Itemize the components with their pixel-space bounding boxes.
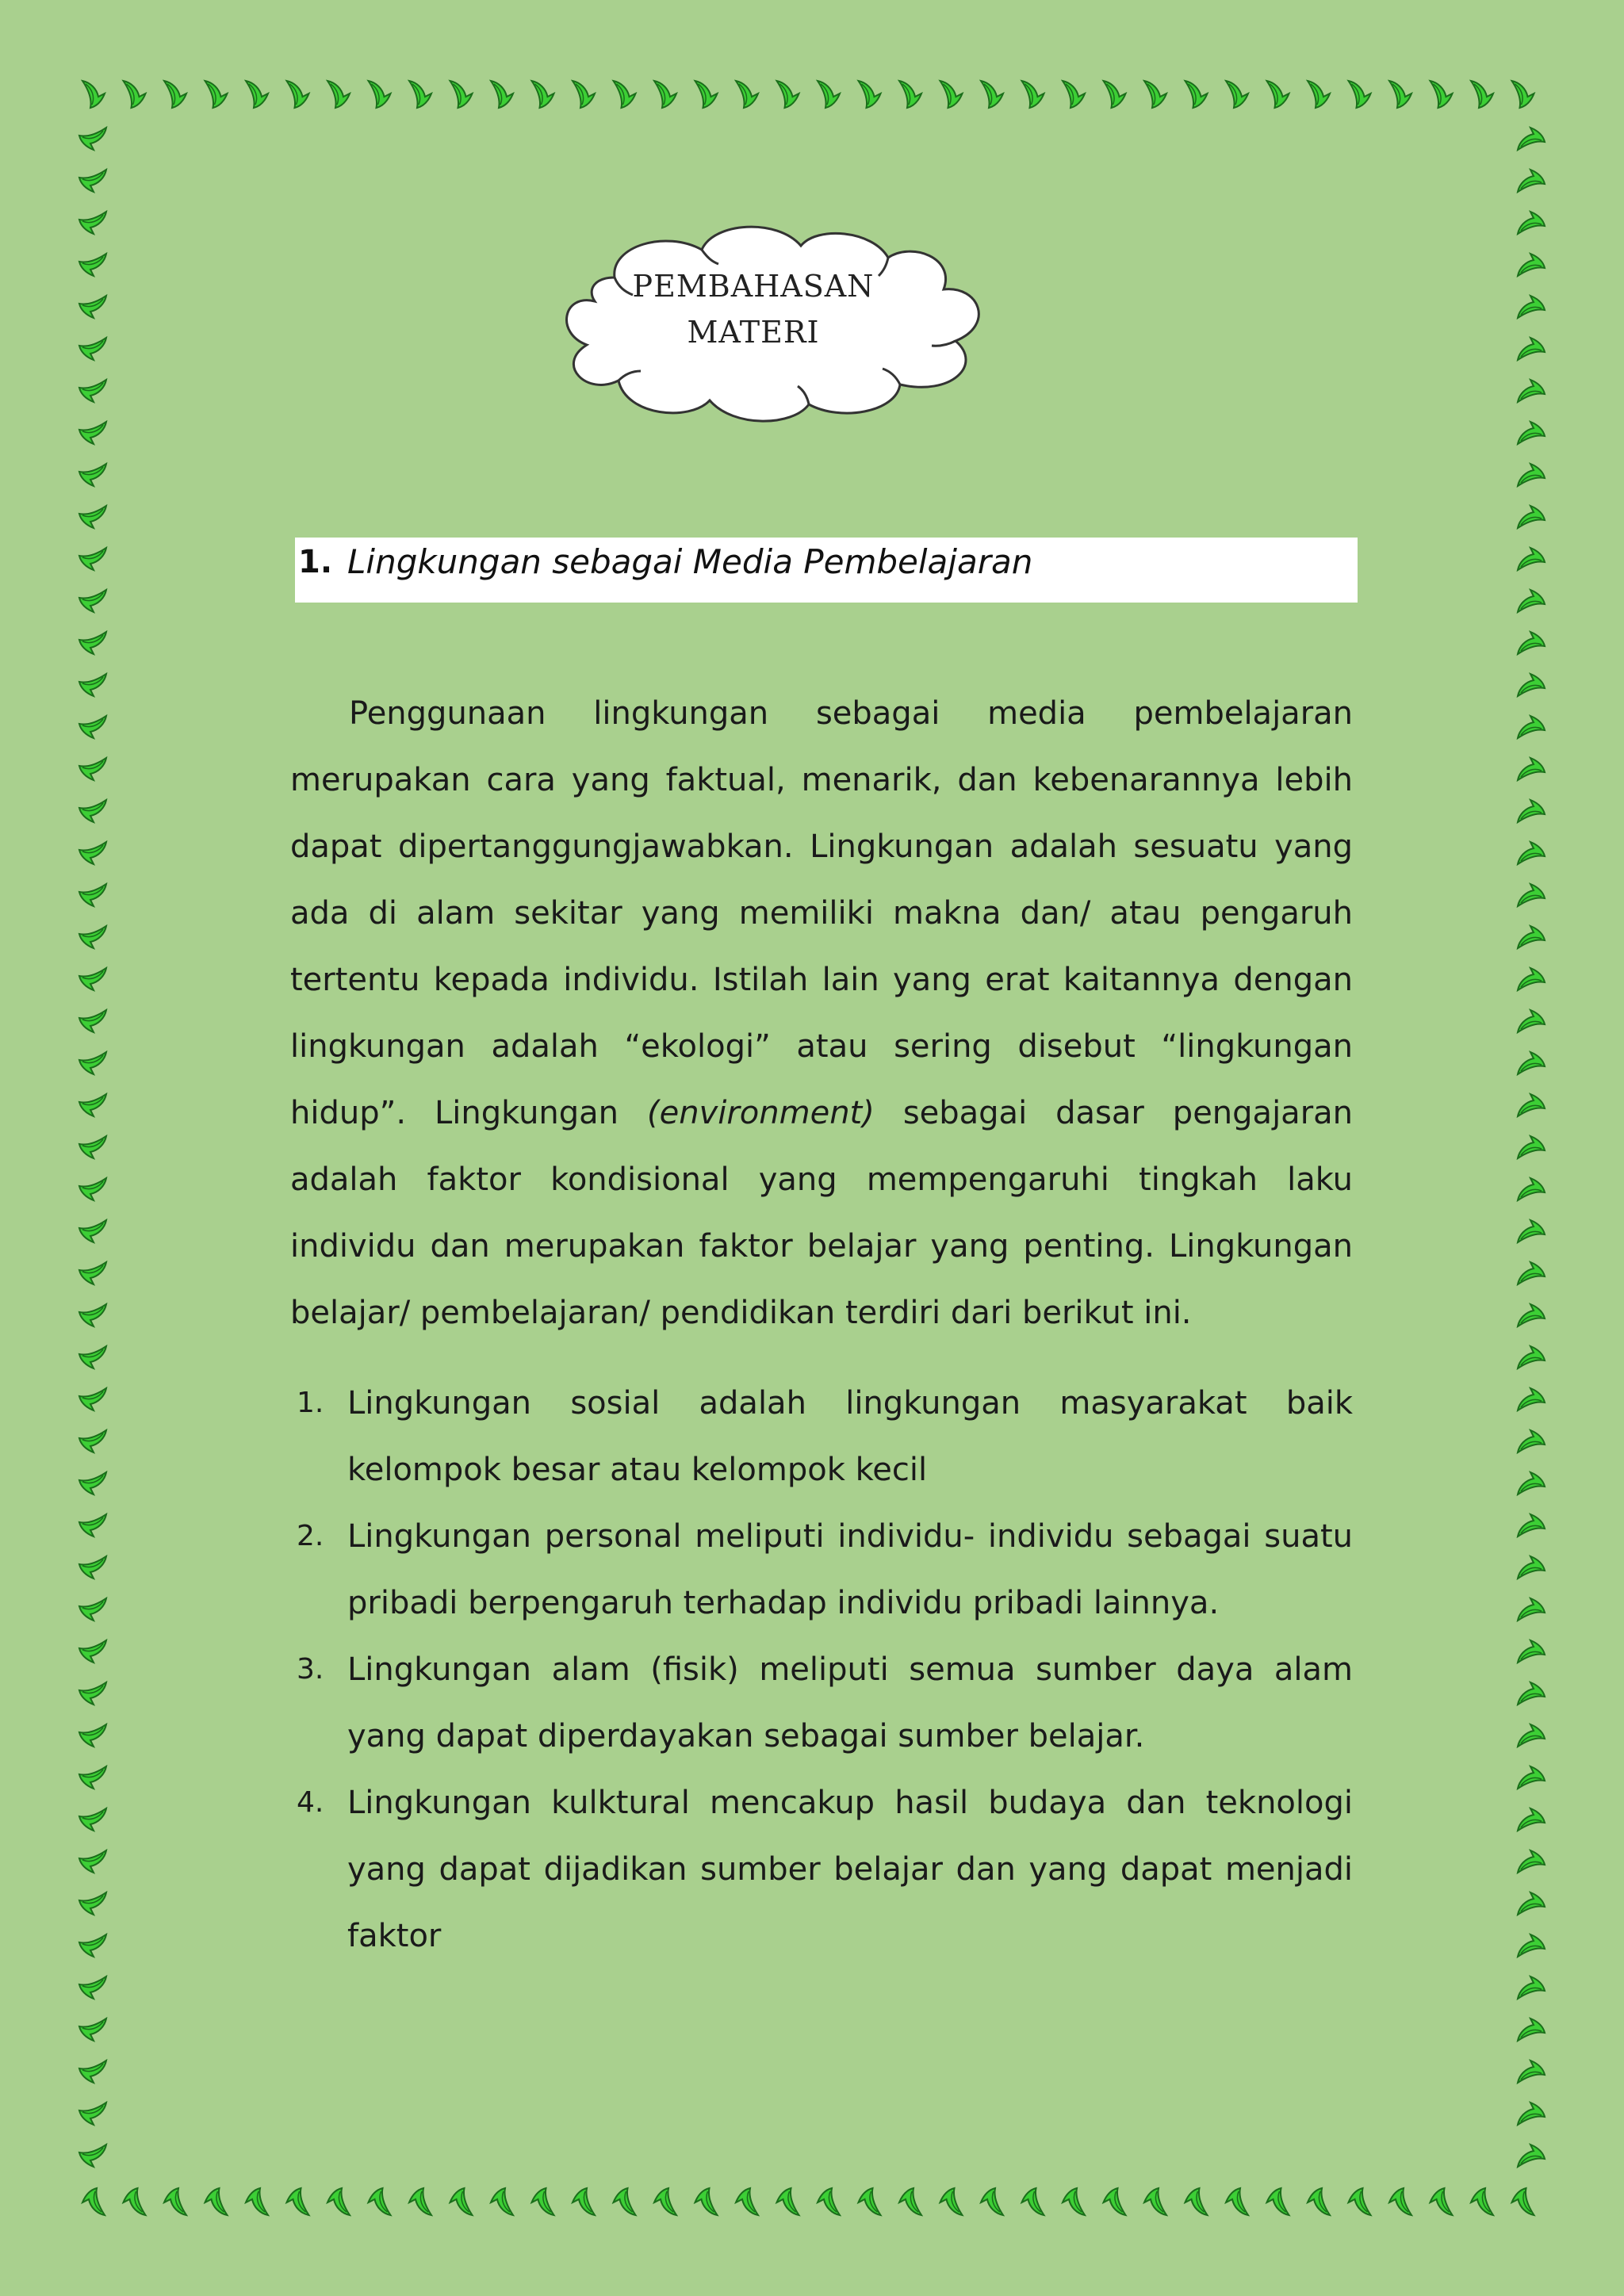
leaf-icon: [1512, 2188, 1534, 2215]
leaf-icon: [409, 2188, 431, 2215]
leaf-icon: [1518, 716, 1545, 738]
leaf-icon: [327, 2188, 350, 2215]
leaf-icon: [79, 968, 106, 990]
leaf-icon: [1185, 81, 1208, 108]
leaf-icon: [695, 81, 718, 108]
leaf-icon: [205, 2188, 228, 2215]
leaf-icon: [1431, 2188, 1453, 2215]
leaf-icon: [246, 2188, 268, 2215]
leaf-icon: [79, 1472, 106, 1494]
leaf-icon: [79, 296, 106, 318]
leaf-icon: [1226, 81, 1248, 108]
leaf-icon: [205, 81, 228, 108]
leaf-icon: [79, 1178, 106, 1200]
leaf-icon: [1518, 1598, 1545, 1621]
leaf-icon: [79, 506, 106, 528]
page-title-line2: MATERI: [687, 315, 820, 350]
leaf-icon: [1349, 81, 1371, 108]
leaf-icon: [1185, 2188, 1208, 2215]
leaf-icon: [79, 1556, 106, 1578]
leaf-icon: [1518, 1892, 1545, 1915]
leaf-icon: [79, 590, 106, 612]
leaf-icon: [899, 2188, 921, 2215]
leaf-icon: [1518, 1934, 1545, 1957]
page-title: [626, 263, 880, 355]
leaf-icon: [79, 2019, 106, 2041]
leaf-icon: [1518, 1766, 1545, 1789]
leaf-icon: [79, 632, 106, 654]
leaf-icon: [1518, 674, 1545, 696]
leaf-icon: [614, 2188, 636, 2215]
leaf-icon: [1518, 1346, 1545, 1368]
leaf-icon: [777, 2188, 799, 2215]
leaf-icon: [79, 212, 106, 234]
leaf-icon: [327, 81, 350, 108]
list-item-text: Lingkungan sosial adalah lingkungan masyarakat baik kelompok besar atau kelompok kecil: [347, 1385, 1353, 1488]
leaf-icon: [79, 758, 106, 780]
leaf-icon: [1471, 2188, 1493, 2215]
leaf-icon: [491, 2188, 513, 2215]
leaf-icon: [736, 2188, 758, 2215]
leaf-icon: [1518, 590, 1545, 612]
leaf-icon: [940, 2188, 963, 2215]
leaf-icon: [491, 81, 513, 108]
list-item-text: Lingkungan alam (fisik) meliputi semua sumber daya alam yang dapat diperdayakan sebagai sumber belajar.: [347, 1651, 1353, 1755]
leaf-icon: [1518, 464, 1545, 486]
leaf-icon: [1144, 81, 1166, 108]
leaf-icon: [1518, 422, 1545, 444]
leaf-icon: [1518, 968, 1545, 990]
leaf-icon: [1518, 842, 1545, 864]
leaf-icon: [695, 2188, 718, 2215]
paragraph-part1: Penggunaan lingkungan sebagai media pembelajaran merupakan cara yang faktual, menarik, dan kebenarannya lebih dapat dipertanggungjawabkan. Lingkungan adalah sesuatu yang ada di alam sekitar yang memiliki makna dan/ atau pengaruh tertentu kepada individu. Istilah lain yang erat kaitannya dengan lingkungan adalah “ekologi” atau sering disebut “lingkungan hidup”. Lingkungan: [290, 695, 1353, 1131]
leaf-icon: [79, 1388, 106, 1410]
leaf-icon: [1518, 1472, 1545, 1494]
leaf-icon: [1471, 81, 1493, 108]
leaf-icon: [981, 2188, 1003, 2215]
leaf-icon: [981, 81, 1003, 108]
leaf-icon: [1518, 1136, 1545, 1158]
leaf-icon: [1518, 1388, 1545, 1410]
leaf-icon: [1518, 2103, 1545, 2125]
leaf-icon: [79, 800, 106, 822]
leaf-icon: [1022, 2188, 1044, 2215]
leaf-icon: [79, 1976, 106, 1999]
leaf-icon: [1518, 338, 1545, 360]
section-number: 1.: [298, 544, 333, 580]
leaf-icon: [1518, 380, 1545, 402]
leaf-icon: [1512, 81, 1534, 108]
leaf-icon: [1518, 296, 1545, 318]
leaf-icon: [369, 81, 391, 108]
leaf-icon: [82, 2188, 105, 2215]
leaf-icon: [1431, 81, 1453, 108]
leaf-icon: [450, 81, 473, 108]
leaf-icon: [1226, 2188, 1248, 2215]
leaf-icon: [777, 81, 799, 108]
list-item-number: 2.: [297, 1520, 324, 1552]
leaf-icon: [1518, 170, 1545, 192]
leaf-icon: [1308, 2188, 1330, 2215]
leaf-icon: [859, 81, 881, 108]
leaf-icon: [532, 2188, 554, 2215]
leaf-icon: [79, 1052, 106, 1074]
leaf-icon: [164, 81, 186, 108]
list-item: [290, 1370, 1353, 1503]
environment-list: [290, 1370, 1353, 1969]
leaf-icon: [79, 1346, 106, 1368]
title-cloud: [539, 214, 1031, 436]
leaf-icon: [79, 1430, 106, 1452]
leaf-icon: [1518, 1304, 1545, 1326]
leaf-icon: [899, 81, 921, 108]
leaf-icon: [940, 81, 963, 108]
leaf-icon: [79, 170, 106, 192]
leaf-icon: [1518, 548, 1545, 570]
leaf-icon: [79, 2103, 106, 2125]
leaf-icon: [79, 548, 106, 570]
list-item: [290, 1503, 1353, 1636]
leaf-icon: [1518, 254, 1545, 276]
leaf-icon: [1518, 1220, 1545, 1242]
leaf-icon: [79, 1724, 106, 1747]
leaf-icon: [450, 2188, 473, 2215]
leaf-icon: [79, 842, 106, 864]
leaf-icon: [1389, 2188, 1411, 2215]
leaf-icon: [1308, 81, 1330, 108]
leaf-icon: [124, 2188, 146, 2215]
leaf-icon: [79, 1010, 106, 1032]
leaf-icon: [1518, 1724, 1545, 1747]
leaf-icon: [1518, 212, 1545, 234]
leaf-icon: [1144, 2188, 1166, 2215]
leaf-icon: [79, 1136, 106, 1158]
leaf-icon: [654, 81, 676, 108]
leaf-icon: [79, 1934, 106, 1957]
leaf-icon: [79, 716, 106, 738]
leaf-icon: [79, 674, 106, 696]
leaf-icon: [79, 1640, 106, 1663]
leaf-icon: [1518, 2061, 1545, 2083]
paragraph-italic-term: (environment): [647, 1095, 875, 1131]
leaf-icon: [1518, 2019, 1545, 2041]
leaf-icon: [287, 2188, 309, 2215]
leaf-icon: [79, 1808, 106, 1831]
leaf-icon: [1022, 81, 1044, 108]
leaf-icon: [1063, 81, 1085, 108]
leaf-icon: [1104, 2188, 1126, 2215]
leaf-icon: [79, 338, 106, 360]
leaf-icon: [1518, 1262, 1545, 1284]
leaf-icon: [1267, 81, 1289, 108]
leaf-icon: [736, 81, 758, 108]
body-paragraph: [290, 680, 1353, 1346]
leaf-icon: [79, 1514, 106, 1536]
list-item-number: 3.: [297, 1653, 324, 1686]
leaf-icon: [1518, 1010, 1545, 1032]
section-heading: [295, 538, 1358, 603]
leaf-icon: [573, 2188, 595, 2215]
leaf-icon: [1518, 632, 1545, 654]
leaf-icon: [1518, 926, 1545, 948]
leaf-icon: [573, 81, 595, 108]
leaf-icon: [79, 464, 106, 486]
leaf-icon: [409, 81, 431, 108]
leaf-icon: [1518, 1640, 1545, 1663]
leaf-icon: [82, 81, 105, 108]
leaf-icon: [532, 81, 554, 108]
leaf-icon: [818, 2188, 840, 2215]
leaf-icon: [1518, 128, 1545, 150]
leaf-icon: [79, 926, 106, 948]
leaf-icon: [79, 1682, 106, 1705]
section-title: Lingkungan sebagai Media Pembelajaran: [347, 542, 1033, 581]
leaf-icon: [1104, 81, 1126, 108]
list-item: [290, 1636, 1353, 1770]
leaf-icon: [246, 81, 268, 108]
list-item-text: Lingkungan kulktural mencakup hasil budaya dan teknologi yang dapat dijadikan sumber belajar dan yang dapat menjadi faktor: [347, 1785, 1353, 1954]
leaf-icon: [1518, 2145, 1545, 2167]
leaf-icon: [79, 254, 106, 276]
leaf-icon: [1518, 758, 1545, 780]
leaf-icon: [79, 1598, 106, 1621]
leaf-icon: [1518, 1052, 1545, 1074]
leaf-icon: [79, 1304, 106, 1326]
leaf-icon: [1518, 1682, 1545, 1705]
leaf-icon: [79, 884, 106, 906]
leaf-icon: [654, 2188, 676, 2215]
leaf-icon: [79, 1262, 106, 1284]
leaf-icon: [1518, 800, 1545, 822]
leaf-icon: [1518, 1976, 1545, 1999]
leaf-icon: [79, 1766, 106, 1789]
leaf-icon: [1518, 1430, 1545, 1452]
leaf-icon: [859, 2188, 881, 2215]
leaf-icon: [79, 422, 106, 444]
leaf-icon: [1063, 2188, 1085, 2215]
paragraph-part2: sebagai dasar pengajaran adalah faktor kondisional yang mempengaruhi tingkah laku individu dan merupakan faktor belajar yang penting. Lingkungan belajar/ pembelajaran/ pendidikan terdiri dari berikut ini.: [290, 1095, 1353, 1331]
leaf-icon: [79, 1850, 106, 1873]
leaf-icon: [1518, 1514, 1545, 1536]
leaf-icon: [79, 128, 106, 150]
leaf-icon: [79, 1220, 106, 1242]
leaf-icon: [1389, 81, 1411, 108]
leaf-icon: [818, 81, 840, 108]
leaf-icon: [614, 81, 636, 108]
leaf-icon: [79, 2145, 106, 2167]
list-item: [290, 1770, 1353, 1969]
page-title-line1: PEMBAHASAN: [632, 269, 875, 304]
leaf-icon: [1267, 2188, 1289, 2215]
leaf-icon: [1518, 1850, 1545, 1873]
list-item-number: 1.: [297, 1387, 324, 1419]
leaf-icon: [1518, 884, 1545, 906]
leaf-icon: [1349, 2188, 1371, 2215]
leaf-icon: [1518, 1808, 1545, 1831]
leaf-icon: [1518, 1094, 1545, 1116]
leaf-icon: [369, 2188, 391, 2215]
leaf-icon: [79, 1094, 106, 1116]
leaf-icon: [79, 380, 106, 402]
leaf-icon: [287, 81, 309, 108]
leaf-icon: [79, 2061, 106, 2083]
leaf-icon: [164, 2188, 186, 2215]
list-item-text: Lingkungan personal meliputi individu- individu sebagai suatu pribadi berpengaruh terhadap individu pribadi lainnya.: [347, 1518, 1353, 1621]
list-item-number: 4.: [297, 1786, 324, 1819]
leaf-icon: [124, 81, 146, 108]
leaf-icon: [1518, 1556, 1545, 1578]
leaf-icon: [1518, 1178, 1545, 1200]
leaf-icon: [79, 1892, 106, 1915]
leaf-icon: [1518, 506, 1545, 528]
